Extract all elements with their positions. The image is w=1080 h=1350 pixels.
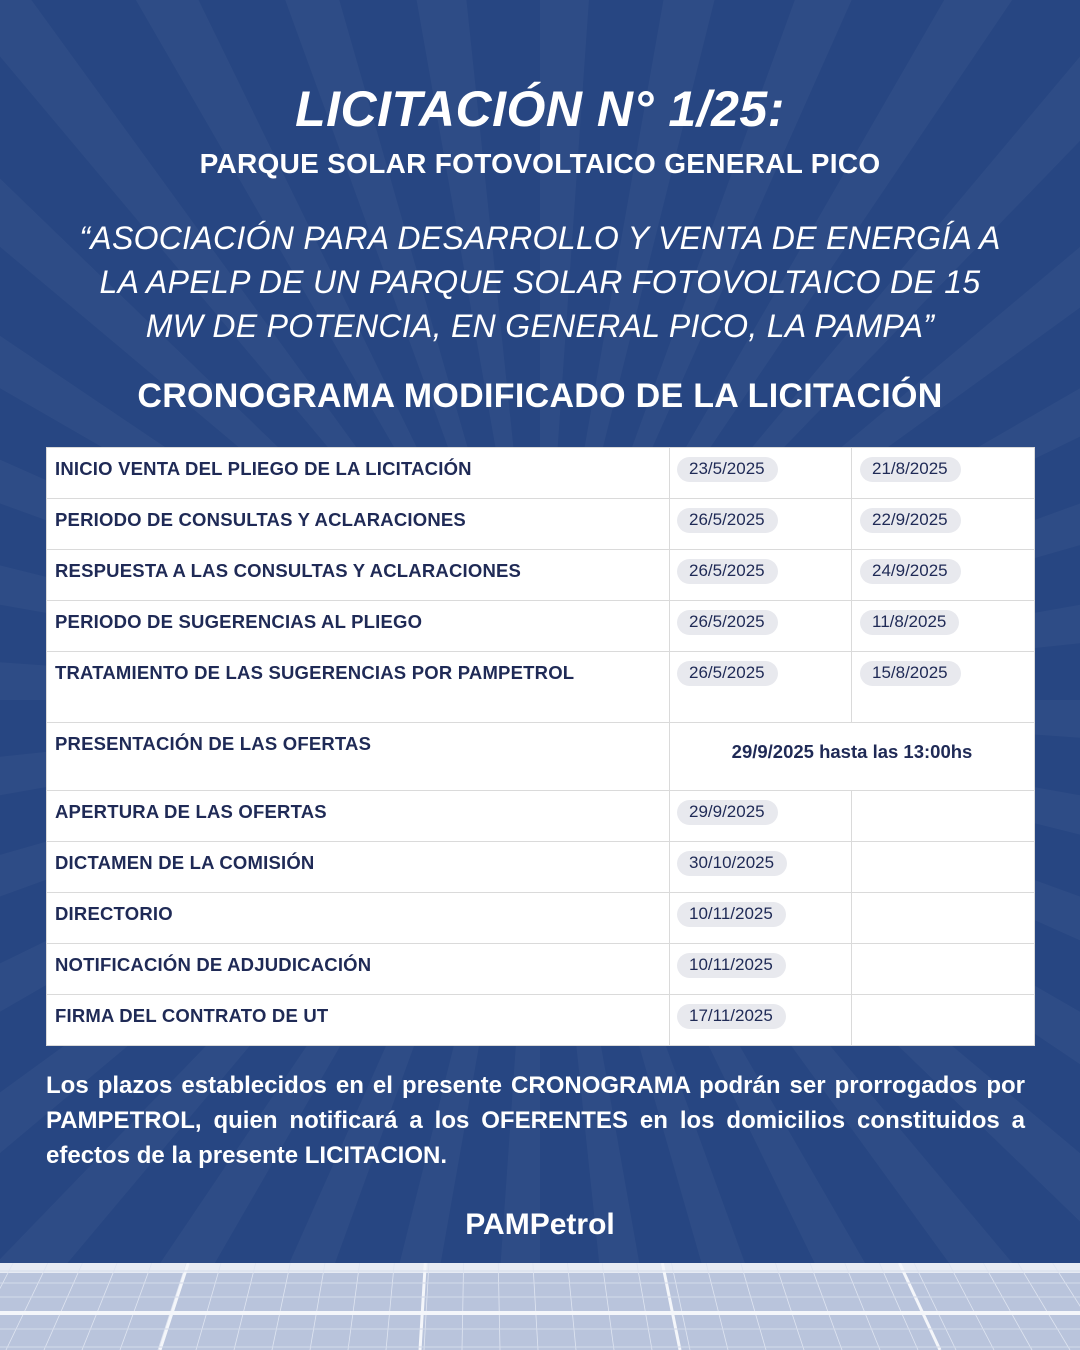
schedule-row bbox=[47, 448, 1035, 499]
end-date-chip: 15/8/2025 bbox=[860, 661, 961, 686]
end-date-cell bbox=[852, 448, 1035, 499]
activity-cell: APERTURA DE LAS OFERTAS bbox=[47, 791, 670, 842]
activity-cell: PERIODO DE SUGERENCIAS AL PLIEGO bbox=[47, 601, 670, 652]
schedule-row bbox=[47, 723, 1035, 791]
start-date-cell bbox=[670, 893, 852, 944]
end-date-cell bbox=[852, 893, 1035, 944]
solar-panels-image bbox=[0, 1263, 1080, 1350]
start-date-cell bbox=[670, 601, 852, 652]
start-date-cell bbox=[670, 995, 852, 1046]
activity-cell: PERIODO DE CONSULTAS Y ACLARACIONES bbox=[47, 499, 670, 550]
schedule-row bbox=[47, 842, 1035, 893]
disclaimer-note: Los plazos establecidos en el presente CRONOGRAMA podrán ser prorrogados por PAMPETROL, quien notificará a los OFERENTES en los domicilios constituidos a efectos de la presente LICITACION. bbox=[46, 1072, 1025, 1169]
page-subtitle: PARQUE SOLAR FOTOVOLTAICO GENERAL PICO bbox=[199, 148, 881, 179]
activity-cell: INICIO VENTA DEL PLIEGO DE LA LICITACIÓN bbox=[47, 448, 670, 499]
start-date-cell bbox=[670, 448, 852, 499]
start-date-cell bbox=[670, 842, 852, 893]
start-date-chip: 26/5/2025 bbox=[677, 610, 778, 635]
brand-logo: PAMPetrol bbox=[465, 1208, 615, 1241]
activity-cell: TRATAMIENTO DE LAS SUGERENCIAS POR PAMPETROL bbox=[47, 652, 670, 723]
schedule-row bbox=[47, 601, 1035, 652]
start-date-chip: 26/5/2025 bbox=[677, 508, 778, 533]
deadline-cell: 29/9/2025 hasta las 13:00hs bbox=[670, 723, 1035, 791]
start-date-chip: 23/5/2025 bbox=[677, 457, 778, 482]
end-date-cell bbox=[852, 550, 1035, 601]
end-date-chip: 24/9/2025 bbox=[860, 559, 961, 584]
start-date-chip: 10/11/2025 bbox=[677, 902, 786, 927]
start-date-cell bbox=[670, 791, 852, 842]
schedule-row bbox=[47, 499, 1035, 550]
end-date-chip: 22/9/2025 bbox=[860, 508, 961, 533]
page-title: LICITACIÓN N° 1/25: bbox=[295, 81, 785, 137]
end-date-cell bbox=[852, 842, 1035, 893]
schedule-row bbox=[47, 995, 1035, 1046]
activity-cell: DIRECTORIO bbox=[47, 893, 670, 944]
project-description bbox=[40, 216, 1040, 348]
schedule-table bbox=[46, 447, 1035, 1046]
start-date-cell bbox=[670, 652, 852, 723]
activity-cell: DICTAMEN DE LA COMISIÓN bbox=[47, 842, 670, 893]
start-date-chip: 10/11/2025 bbox=[677, 953, 786, 978]
schedule-row bbox=[47, 550, 1035, 601]
schedule-row bbox=[47, 652, 1035, 723]
end-date-cell bbox=[852, 944, 1035, 995]
end-date-cell bbox=[852, 995, 1035, 1046]
activity-cell: FIRMA DEL CONTRATO DE UT bbox=[47, 995, 670, 1046]
end-date-cell bbox=[852, 499, 1035, 550]
end-date-cell bbox=[852, 601, 1035, 652]
activity-cell: NOTIFICACIÓN DE ADJUDICACIÓN bbox=[47, 944, 670, 995]
end-date-chip: 21/8/2025 bbox=[860, 457, 961, 482]
start-date-chip: 30/10/2025 bbox=[677, 851, 787, 876]
end-date-cell bbox=[852, 791, 1035, 842]
start-date-cell bbox=[670, 550, 852, 601]
description-line: “ASOCIACIÓN PARA DESARROLLO Y VENTA DE ENERGÍA A bbox=[79, 220, 1001, 256]
start-date-chip: 26/5/2025 bbox=[677, 559, 778, 584]
start-date-chip: 17/11/2025 bbox=[677, 1004, 786, 1029]
end-date-cell bbox=[852, 652, 1035, 723]
description-line: LA APELP DE UN PARQUE SOLAR FOTOVOLTAICO DE 15 bbox=[99, 264, 981, 300]
schedule-row bbox=[47, 893, 1035, 944]
section-title: CRONOGRAMA MODIFICADO DE LA LICITACIÓN bbox=[137, 377, 943, 415]
end-date-chip: 11/8/2025 bbox=[860, 610, 959, 635]
activity-cell: RESPUESTA A LAS CONSULTAS Y ACLARACIONES bbox=[47, 550, 670, 601]
start-date-cell bbox=[670, 944, 852, 995]
schedule-row bbox=[47, 791, 1035, 842]
schedule-row bbox=[47, 944, 1035, 995]
start-date-chip: 26/5/2025 bbox=[677, 661, 778, 686]
start-date-chip: 29/9/2025 bbox=[677, 800, 778, 825]
start-date-cell bbox=[670, 499, 852, 550]
description-line: MW DE POTENCIA, EN GENERAL PICO, LA PAMPA” bbox=[145, 308, 935, 344]
activity-cell: PRESENTACIÓN DE LAS OFERTAS bbox=[47, 723, 670, 791]
